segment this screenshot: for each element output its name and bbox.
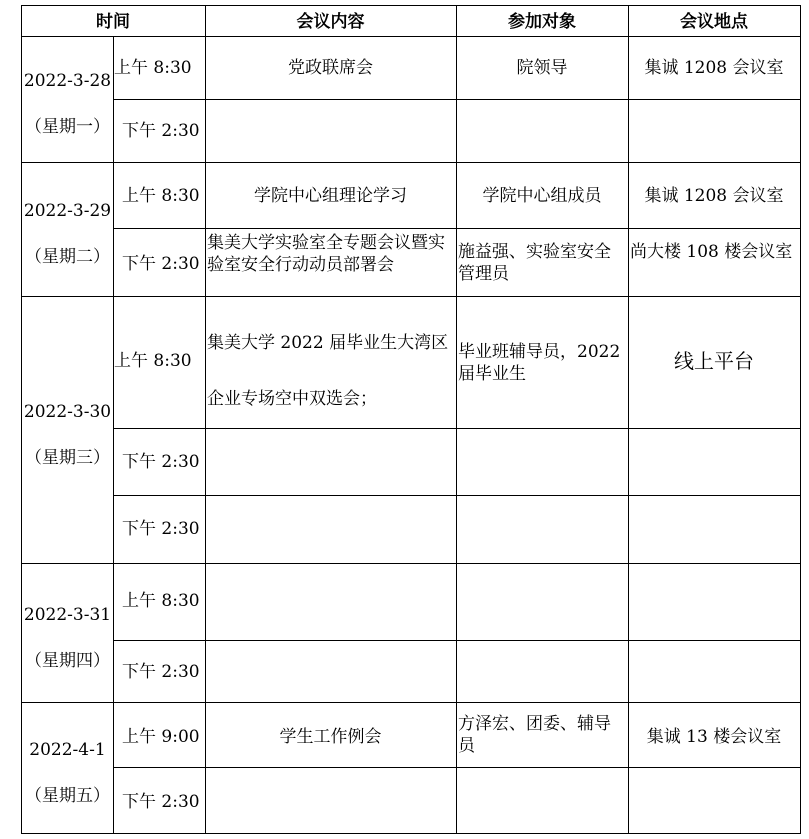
- session-time-cell: [113, 428, 206, 496]
- day-weekday: （星期二）: [25, 247, 110, 267]
- session-time-cell-text: 上午 9:00: [122, 727, 200, 747]
- session-content-cell-text: 集美大学实验室全专题会议暨实验室安全行动动员部署会: [207, 233, 445, 275]
- session-attendees-cell: [456, 162, 629, 229]
- header-time-text: 时间: [96, 12, 130, 32]
- session-time-cell: [113, 99, 206, 163]
- session-content-cell: [205, 99, 457, 163]
- session-location-cell-text: 集诚 1208 会议室: [644, 186, 784, 206]
- session-location-cell: [628, 228, 801, 297]
- header-time: [21, 5, 206, 37]
- session-content-cell: [205, 563, 457, 641]
- session-time-cell: [113, 495, 206, 564]
- day-date: 2022-3-29: [23, 201, 112, 221]
- session-content-cell: [205, 702, 457, 768]
- session-time-cell-text: 上午 8:30: [114, 351, 192, 371]
- session-content-cell: [205, 36, 457, 100]
- session-attendees-cell-text: 毕业班辅导员，2022 届毕业生: [458, 342, 621, 384]
- session-content-cell: [205, 428, 457, 496]
- session-attendees-cell: [456, 640, 629, 703]
- session-attendees-cell: [456, 767, 629, 834]
- header-content: [205, 5, 457, 37]
- meeting-schedule-table: [22, 6, 801, 834]
- session-time-cell-text: 上午 8:30: [122, 591, 200, 611]
- date-cell: [21, 702, 114, 834]
- day-weekday: （星期一）: [25, 117, 110, 137]
- session-time-cell: [113, 162, 206, 229]
- session-location-cell: [628, 767, 801, 834]
- session-time-cell-text: 下午 2:30: [122, 254, 200, 274]
- day-date: 2022-3-30: [23, 401, 112, 422]
- session-content-cell: [205, 767, 457, 834]
- session-location-cell: [628, 36, 801, 100]
- session-location-cell: [628, 428, 801, 496]
- session-time-cell-text: 下午 2:30: [122, 792, 200, 812]
- session-location-cell: [628, 162, 801, 229]
- date-cell: [21, 296, 114, 564]
- session-location-cell-text: 集诚 1208 会议室: [644, 58, 784, 78]
- session-location-cell: [628, 495, 801, 564]
- session-location-cell-text: 线上平台: [674, 349, 754, 373]
- session-content-cell: [205, 640, 457, 703]
- session-time-cell: [113, 563, 206, 641]
- session-content-cell: [205, 162, 457, 229]
- session-time-cell: [113, 702, 206, 768]
- session-content-cell-text: 学生工作例会: [279, 727, 382, 747]
- session-time-cell-text: 下午 2:30: [122, 452, 200, 472]
- session-attendees-cell-text: 院领导: [516, 58, 568, 78]
- session-content-cell: [205, 296, 457, 429]
- session-attendees-cell: [456, 428, 629, 496]
- session-time-cell-text: 下午 2:30: [122, 662, 200, 682]
- session-time-cell-text: 下午 2:30: [122, 519, 200, 539]
- header-content-text: 会议内容: [296, 12, 365, 32]
- header-location: [628, 5, 801, 37]
- header-attendees: [456, 5, 629, 37]
- session-attendees-cell: [456, 228, 629, 297]
- date-cell: [21, 162, 114, 297]
- session-attendees-cell: [456, 296, 629, 429]
- day-weekday: （星期四）: [25, 650, 110, 671]
- session-location-cell-text: 集诚 13 楼会议室: [646, 727, 782, 747]
- session-attendees-cell: [456, 495, 629, 564]
- session-location-cell: [628, 99, 801, 163]
- session-time-cell: [113, 640, 206, 703]
- day-weekday: （星期五）: [25, 785, 110, 806]
- session-time-cell-text: 上午 8:30: [122, 186, 200, 206]
- date-cell: [21, 36, 114, 163]
- session-attendees-cell-text: 方泽宏、团委、辅导员: [458, 714, 611, 756]
- session-time-cell: [113, 767, 206, 834]
- session-attendees-cell: [456, 702, 629, 768]
- day-date: 2022-4-1: [29, 739, 106, 760]
- session-content-cell-text: 集美大学 2022 届毕业生大湾区企业专场空中双选会；: [207, 333, 449, 409]
- header-location-text: 会议地点: [680, 12, 748, 32]
- session-location-cell-text: 尚大楼 108 楼会议室: [630, 242, 793, 262]
- session-attendees-cell: [456, 563, 629, 641]
- session-time-cell-text: 下午 2:30: [122, 121, 200, 141]
- session-attendees-cell-text: 施益强、实验室安全管理员: [458, 242, 611, 284]
- session-time-cell: [113, 296, 206, 429]
- session-location-cell: [628, 640, 801, 703]
- session-attendees-cell: [456, 36, 629, 100]
- session-content-cell: [205, 228, 457, 297]
- day-weekday: （星期三）: [25, 447, 110, 468]
- session-attendees-cell-text: 学院中心组成员: [482, 186, 602, 206]
- session-content-cell: [205, 495, 457, 564]
- session-attendees-cell: [456, 99, 629, 163]
- day-date: 2022-3-31: [23, 604, 112, 625]
- session-time-cell-text: 上午 8:30: [114, 58, 192, 78]
- session-content-cell-text: 学院中心组理论学习: [254, 186, 407, 206]
- session-location-cell: [628, 563, 801, 641]
- date-cell: [21, 563, 114, 703]
- day-date: 2022-3-28: [23, 71, 112, 91]
- session-location-cell: [628, 296, 801, 429]
- session-time-cell: [113, 228, 206, 297]
- session-time-cell: [113, 36, 206, 100]
- header-attendees-text: 参加对象: [508, 12, 576, 32]
- session-content-cell-text: 党政联席会: [288, 58, 373, 78]
- session-location-cell: [628, 702, 801, 768]
